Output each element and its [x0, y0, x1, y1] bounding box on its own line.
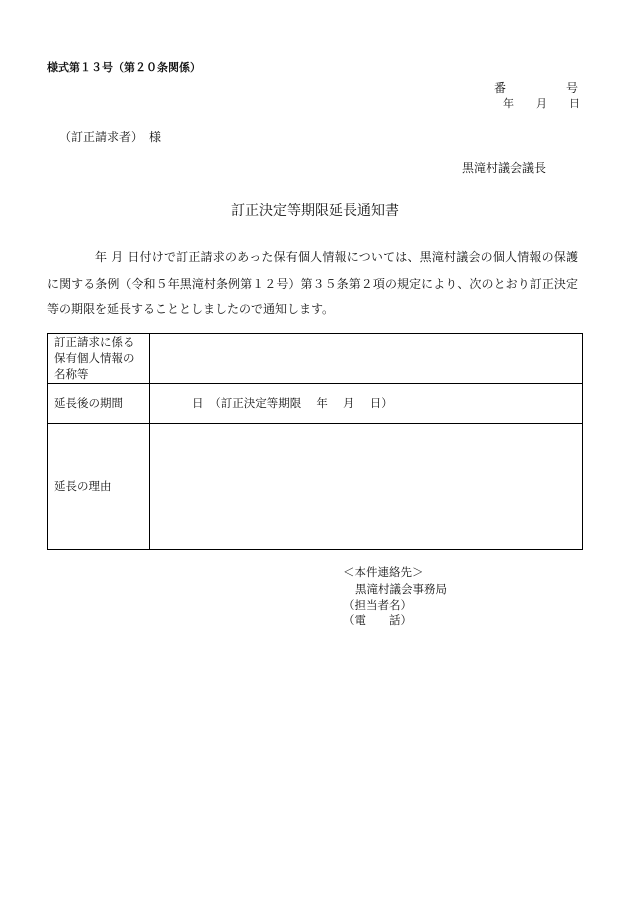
info-name-value [150, 334, 582, 383]
contact-person: （担当者名） [343, 598, 412, 612]
table-row-info-name [48, 334, 582, 383]
table-row-reason [48, 423, 582, 549]
addressee: （訂正請求者） 様 [59, 130, 162, 144]
contact-heading: ＜本件連絡先＞ [343, 565, 424, 579]
sender: 黒滝村議会議長 [462, 161, 547, 175]
body-line: 年 月 日付けで訂正請求のあった保有個人情報については、黒滝村議会の個人情報の保護 [95, 250, 578, 264]
info-name-label-line: 保有個人情報の [54, 351, 135, 365]
reason-value [150, 424, 582, 549]
period-value: 日 （訂正決定等期限 年 月 日） [192, 395, 393, 410]
body-line: 等の期限を延長することとしましたので通知します。 [47, 302, 335, 316]
body-line: に関する条例（令和５年黒滝村条例第１２号）第３５条第２項の規定により、次のとおり訂正決定 [47, 277, 578, 291]
info-name-label [48, 334, 150, 383]
document-number-line: 番 号 [493, 81, 578, 95]
info-name-label-line: 訂正請求に係る [54, 335, 135, 349]
extension-table [47, 333, 583, 550]
date-line: 年 月 日 [503, 97, 580, 110]
table-row-period [48, 383, 582, 423]
info-name-label-line: 名称等 [54, 367, 89, 381]
reason-label: 延長の理由 [48, 424, 150, 549]
contact-office: 黒滝村議会事務局 [355, 582, 447, 596]
contact-phone: （電 話） [343, 613, 412, 627]
form-number: 様式第１３号（第２０条関係） [47, 61, 201, 74]
document-title: 訂正決定等期限延長通知書 [231, 203, 399, 219]
period-label: 延長後の期間 [48, 384, 150, 423]
